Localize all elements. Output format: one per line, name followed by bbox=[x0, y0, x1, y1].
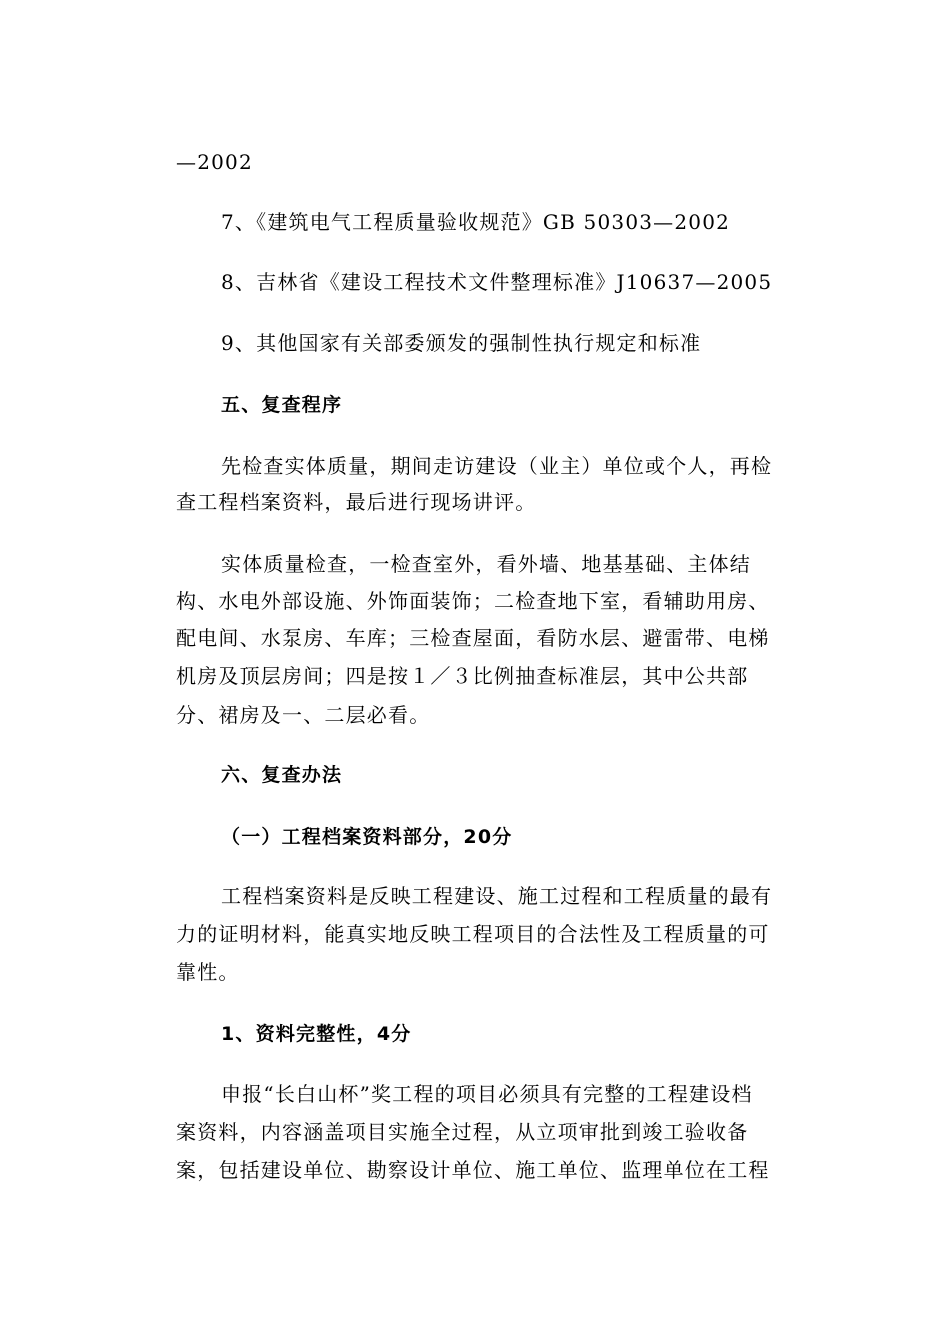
paragraph-line: 力的证明材料，能真实地反映工程项目的合法性及工程质量的可 bbox=[176, 922, 770, 946]
section-heading: 五、复查程序 bbox=[221, 394, 343, 416]
section-heading: 六、复查办法 bbox=[221, 764, 343, 786]
paragraph-line: 分、裙房及一、二层必看。 bbox=[176, 703, 431, 727]
list-item: 7、《建筑电气工程质量验收规范》GB 50303—2002 bbox=[221, 210, 731, 234]
subsection-heading: （一）工程档案资料部分，20分 bbox=[221, 826, 513, 848]
subsection-heading: 1、资料完整性，4分 bbox=[221, 1023, 412, 1045]
list-item: 8、吉林省《建设工程技术文件整理标准》J10637—2005 bbox=[221, 270, 773, 294]
paragraph-line: 先检查实体质量，期间走访建设（业主）单位或个人，再检 bbox=[221, 454, 773, 478]
paragraph-line: 案资料，内容涵盖项目实施全过程，从立项审批到竣工验收备 bbox=[176, 1120, 749, 1144]
paragraph-line: 工程档案资料是反映工程建设、施工过程和工程质量的最有 bbox=[221, 884, 773, 908]
paragraph-line: 配电间、水泵房、车库；三检查屋面，看防水层、避雷带、电梯 bbox=[176, 626, 770, 650]
paragraph-line: 构、水电外部设施、外饰面装饰；二检查地下室，看辅助用房、 bbox=[176, 589, 770, 613]
paragraph-line: 实体质量检查，一检查室外，看外墙、地基基础、主体结 bbox=[221, 552, 751, 576]
paragraph-line: 靠性。 bbox=[176, 960, 240, 984]
paragraph-line: 申报“长白山杯”奖工程的项目必须具有完整的工程建设档 bbox=[221, 1082, 753, 1106]
paragraph-line: 案，包括建设单位、勘察设计单位、施工单位、监理单位在工程 bbox=[176, 1158, 770, 1182]
paragraph-line: 查工程档案资料，最后进行现场讲评。 bbox=[176, 490, 537, 514]
paragraph-line: 机房及顶层房间；四是按１／３比例抽查标准层，其中公共部 bbox=[176, 664, 749, 688]
text-line: —2002 bbox=[176, 150, 253, 174]
list-item: 9、其他国家有关部委颁发的强制性执行规定和标准 bbox=[221, 331, 702, 355]
